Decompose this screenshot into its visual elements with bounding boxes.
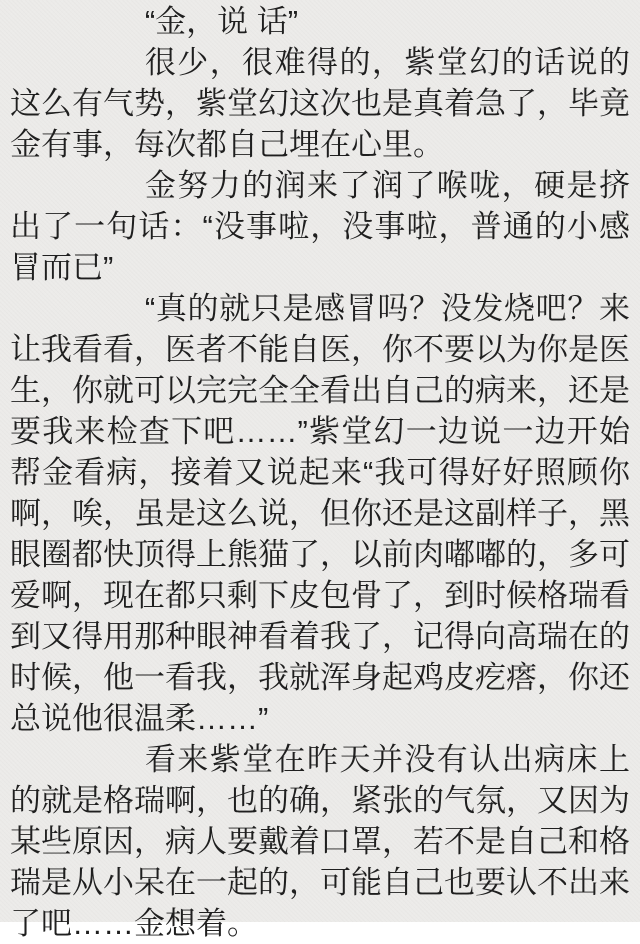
story-text-body xyxy=(10,1,630,944)
story-paragraph-dialogue-long: “真的就只是感冒吗？没发烧吧？来让我看看，医者不能自医，你不要以为你是医生，你就可以完完全全看出自己的病来，还是要我来检查下吧……”紫堂幻一边说一边开始帮金看病，接着又说起来“我可得好好照顾你啊，唉，虽是这么说，但你还是这副样子，黑眼圈都快顶得上熊猫了，以前肉嘟嘟的，多可爱啊，现在都只剩下皮包骨了，到时候格瑞看到又得用那种眼神看着我了，记得向高瑞在的时候，他一看我，我就浑身起鸡皮疙瘩，你还总说他很温柔……” xyxy=(10,291,630,736)
story-paragraph-narration-2: 金努力的润来了润了喉咙，硬是挤出了一句话：“没事啦，没事啦，普通的小感冒而已” xyxy=(10,168,630,285)
story-paragraph-narration-3: 看来紫堂在昨天并没有认出病床上的就是格瑞啊，也的确，紧张的气氛，又因为某些原因，病人要戴着口罩，若不是自己和格瑞是从小呆在一起的，可能自己也要认不出来了吧……金想着。 xyxy=(10,742,630,941)
story-paragraph-narration-1: 很少，很难得的，紫堂幻的话说的这么有气势，紫堂幻这次也是真着急了，毕竟金有事，每次都自己埋在心里。 xyxy=(10,45,630,162)
story-paragraph-dialogue-opening: “金，说 话” xyxy=(144,4,299,39)
